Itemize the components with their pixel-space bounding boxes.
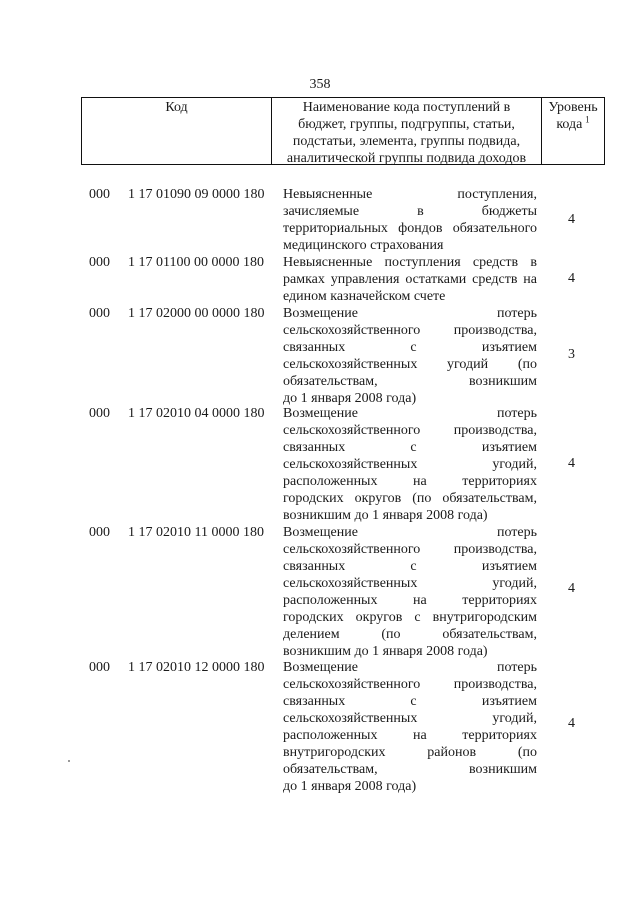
code-name-line: сельскохозяйственных угодий, <box>283 711 537 726</box>
code-name-line: расположенных на территориях <box>283 593 537 608</box>
code-name-line: сельскохозяйственного производства, <box>283 423 537 438</box>
code-level: 4 <box>568 716 575 731</box>
admin-code: 000 <box>89 406 110 421</box>
page-number: 358 <box>309 77 331 92</box>
header-level-text: кода <box>556 117 583 132</box>
code-name-line: связанных с изъятием <box>283 694 537 709</box>
budget-code: 1 17 02010 12 0000 180 <box>128 660 265 675</box>
code-name-line: сельскохозяйственных угодий (по <box>283 357 537 372</box>
code-name-line: делением (по обязательствам, <box>283 627 537 642</box>
code-name-line: едином казначейском счете <box>283 289 446 304</box>
code-name-line: возникшим до 1 января 2008 года) <box>283 508 488 523</box>
code-name-line: медицинского страхования <box>283 238 444 253</box>
code-name-line: Возмещение потерь <box>283 525 537 540</box>
code-name-line: сельскохозяйственного производства, <box>283 323 537 338</box>
code-name-line: связанных с изъятием <box>283 559 537 574</box>
code-name-line: территориальных фондов обязательного <box>283 221 537 236</box>
code-level: 4 <box>568 581 575 596</box>
code-name <box>283 186 537 254</box>
code-name-line: расположенных на территориях <box>283 474 537 489</box>
header-name-line: бюджет, группы, подгруппы, статьи, <box>298 117 515 132</box>
code-name-line: Возмещение потерь <box>283 406 537 421</box>
code-name-line: городских округов с внутригородским <box>283 610 537 625</box>
code-name-line: Невыясненные поступления средств в <box>283 255 537 270</box>
code-name-line: сельскохозяйственного производства, <box>283 677 537 692</box>
code-name-line: Возмещение потерь <box>283 306 537 321</box>
code-name-line: обязательствам, возникшим <box>283 374 537 389</box>
admin-code: 000 <box>89 660 110 675</box>
code-name-line: до 1 января 2008 года) <box>283 391 417 406</box>
code-name-line: связанных с изъятием <box>283 340 537 355</box>
code-name-line: Возмещение потерь <box>283 660 537 675</box>
code-name-line: до 1 января 2008 года) <box>283 779 417 794</box>
footnote-marker: 1 <box>585 114 590 125</box>
scan-speck <box>68 760 70 762</box>
budget-code: 1 17 02010 04 0000 180 <box>128 406 265 421</box>
code-name-line: сельскохозяйственного производства, <box>283 542 537 557</box>
code-level: 3 <box>568 347 575 362</box>
code-name-line: рамках управления остатками средств на <box>283 272 537 287</box>
code-name-line: зачисляемые в бюджеты <box>283 204 537 219</box>
code-name-line: сельскохозяйственных угодий, <box>283 457 537 472</box>
header-level-line <box>542 116 604 133</box>
admin-code: 000 <box>89 187 110 202</box>
code-name <box>283 305 537 407</box>
budget-code: 1 17 02000 00 0000 180 <box>128 306 265 321</box>
code-name-line: расположенных на территориях <box>283 728 537 743</box>
code-name-line: связанных с изъятием <box>283 440 537 455</box>
code-name <box>283 524 537 660</box>
code-name-line: городских округов (по обязательствам, <box>283 491 537 506</box>
code-name <box>283 659 537 795</box>
admin-code: 000 <box>89 255 110 270</box>
budget-code: 1 17 01090 09 0000 180 <box>128 187 265 202</box>
code-name <box>283 254 537 305</box>
code-level: 4 <box>568 212 575 227</box>
budget-code: 1 17 01100 00 0000 180 <box>128 255 264 270</box>
header-name <box>272 98 542 164</box>
code-name-line: сельскохозяйственных угодий, <box>283 576 537 591</box>
code-name <box>283 405 537 524</box>
budget-code: 1 17 02010 11 0000 180 <box>128 525 264 540</box>
header-level <box>542 98 604 164</box>
table-header <box>81 97 605 165</box>
code-name-line: внутригородских районов (по <box>283 745 537 760</box>
code-name-line: Невыясненные поступления, <box>283 187 537 202</box>
code-name-line: возникшим до 1 января 2008 года) <box>283 644 488 659</box>
code-name-line: обязательствам, возникшим <box>283 762 537 777</box>
admin-code: 000 <box>89 525 110 540</box>
code-level: 4 <box>568 271 575 286</box>
header-name-line: аналитической группы подвида доходов <box>286 151 527 166</box>
header-code: Код <box>82 98 272 164</box>
header-name-line: подстатьи, элемента, группы подвида, <box>292 134 521 149</box>
header-name-line: Наименование кода поступлений в <box>302 100 511 115</box>
code-level: 4 <box>568 456 575 471</box>
admin-code: 000 <box>89 306 110 321</box>
header-level-line: Уровень <box>548 100 598 115</box>
